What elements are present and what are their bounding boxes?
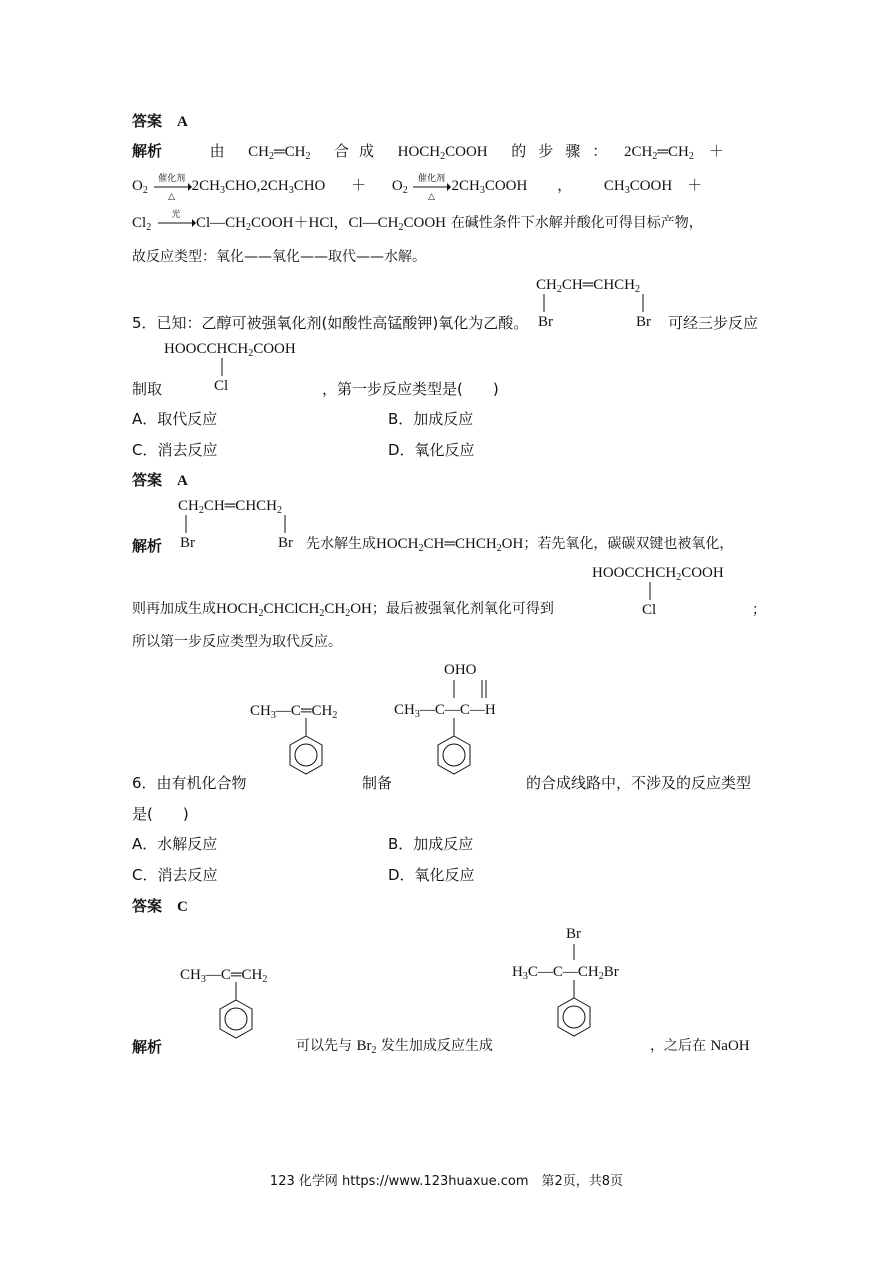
q5-option-d: D．氧化反应 xyxy=(388,441,475,459)
q5-reactant-structure xyxy=(530,272,680,338)
q6-product-structure xyxy=(390,652,540,796)
q6-reactant-structure xyxy=(244,692,374,796)
q4-analysis-line1: 解析 由 $CH_2═CH_2$ 合成 $HOCH_2COOH$ 的步骤： $2CH_2═CH_2$ ＋ xyxy=(132,142,724,162)
q5-analysis-line3: 所以第一步反应类型为取代反应。 xyxy=(132,634,342,650)
svg-text:CH3—C—C—H: $CH_3—C—C—H$ xyxy=(394,702,496,720)
q5-product-structure xyxy=(158,336,338,400)
q5-analysis-product-structure xyxy=(586,560,766,624)
q4-analysis-line2: $O_2$ 催化剂 △ $2CH_3CHO,2CH_3CHO + O_2$ 催化剂 △ $2CH_3COOH$ ， $CH_3COOH$ ＋ xyxy=(132,173,703,202)
catalyst-heat-arrow: 催化剂 △ xyxy=(152,180,192,194)
dibromo-top: Br xyxy=(566,926,581,942)
q4-analysis-line3: $Cl_2$ 光 $Cl—CH_2COOH+HCl$，$Cl—CH_2COOH$ 在碱性条件下水解并酸化可得目标产物， xyxy=(132,210,703,233)
q6-stem-c: 的合成线路中，不涉及的反应类型 xyxy=(526,774,752,792)
q5-stem-question: ，第一步反应类型是( ) xyxy=(322,380,499,398)
q5-analysis-label: 解析 xyxy=(132,537,163,555)
svg-text:Cl: Cl xyxy=(214,378,229,394)
q5-analysis-semicolon: ； xyxy=(752,602,766,618)
q5-stem-line2: 制取 xyxy=(132,380,163,398)
svg-text:Cl: Cl xyxy=(642,602,657,618)
q5-analysis-structure xyxy=(172,493,322,559)
q6-stem-d: 是( ) xyxy=(132,805,189,823)
q6-answer-label: 答案 C xyxy=(132,897,188,915)
q6-analysis-dibromo-structure xyxy=(506,918,666,1062)
q5-stem-line1: 5．已知：乙醇可被强氧化剂(如酸性高锰酸钾)氧化为乙酸。 xyxy=(132,314,529,332)
q4-answer-label: 答案 A xyxy=(132,112,188,130)
q6-option-c: C．消去反应 xyxy=(132,866,218,884)
svg-text:CH2CH═CHCH2: $CH_2CH═CHCH_2$ xyxy=(178,498,282,516)
q6-analysis-tail: ，之后在 NaOH xyxy=(650,1038,750,1054)
svg-text:CH2CH═CHCH2: $CH_2CH═CHCH_2$ xyxy=(536,277,640,295)
q5-answer-label: 答案 A xyxy=(132,471,188,489)
q6-stem-b: 制备 xyxy=(362,774,393,792)
svg-text:Br: Br xyxy=(278,535,293,551)
svg-text:CH3—C═CH2: $CH_3—C═CH_2$ xyxy=(180,967,268,985)
svg-text:Br: Br xyxy=(180,535,195,551)
q5-stem-tail: 可经三步反应 xyxy=(668,314,759,332)
svg-text:Br: Br xyxy=(538,314,553,330)
light-arrow: 光 xyxy=(156,216,196,230)
q6-option-a: A．水解反应 xyxy=(132,835,218,853)
q6-analysis-reactant-structure xyxy=(174,956,304,1060)
q6-stem-a: 6．由有机化合物 xyxy=(132,774,247,792)
q5-option-a: A．取代反应 xyxy=(132,410,218,428)
q4-summary: 故反应类型：氧化——氧化——取代——水解。 xyxy=(132,249,426,265)
q6-option-b: B．加成反应 xyxy=(388,835,474,853)
q5-option-b: B．加成反应 xyxy=(388,410,474,428)
catalyst-heat-arrow-2: 催化剂 △ xyxy=(411,180,451,194)
q6-analysis-text: 可以先与 $Br_2$ 发生加成反应生成 xyxy=(296,1038,493,1056)
svg-text:CH3—C═CH2: $CH_3—C═CH_2$ xyxy=(250,703,338,721)
page-footer: 123 化学网 https://www.123huaxue.com 第2页，共8页 xyxy=(269,1174,624,1189)
q5-analysis-line1: 先水解生成$HOCH_2CH═CHCH_2OH$；若先氧化，碳碳双键也被氧化， xyxy=(306,536,734,554)
q6-product-top: OHO xyxy=(444,662,477,678)
q6-analysis-label: 解析 xyxy=(132,1038,163,1056)
svg-text:HOOCCHCH2COOH: $HOOCCHCH_2COOH$ xyxy=(592,565,724,583)
svg-text:H3C—C—CH2Br: $H_3C—C—CH_2Br$ xyxy=(512,964,619,982)
svg-text:HOOCCHCH2COOH: $HOOCCHCH_2COOH$ xyxy=(164,341,296,359)
q5-option-c: C．消去反应 xyxy=(132,441,218,459)
svg-text:Br: Br xyxy=(636,314,651,330)
q5-analysis-line2: 则再加成生成$HOCH_2CHClCH_2CH_2OH$；最后被强氧化剂氧化可得到 xyxy=(132,601,554,619)
q6-option-d: D．氧化反应 xyxy=(388,866,475,884)
